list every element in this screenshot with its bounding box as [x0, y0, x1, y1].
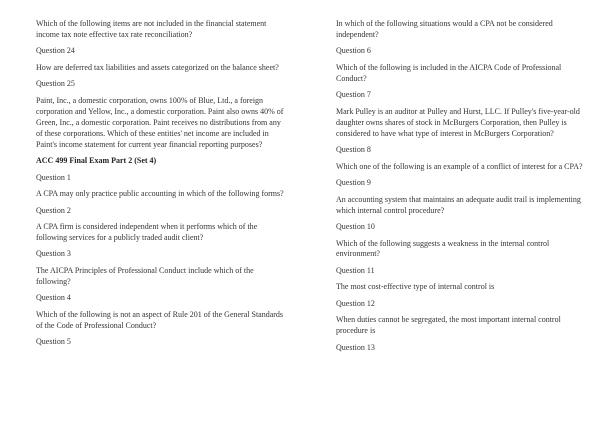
question-number: Question 4	[36, 293, 71, 303]
question-text: Paint, Inc., a domestic corporation, owns 100% of Blue, Ltd., a foreign corporation and Yellow, Inc., a domestic corporation. Paint also owns 40% of Green, Inc., a domestic corporation. Paint receives no distributions from any of these corporations. Which of these entities' net income are included in Paint's income statement for current year financial reporting purposes?	[36, 95, 284, 149]
question-text: Which one of the following is an example of a conflict of interest for a CPA?	[336, 161, 583, 171]
question-text: An accounting system that maintains an adequate audit trail is implementing which internal control procedure?	[336, 194, 581, 215]
question-text: A CPA may only practice public accounting in which of the following forms?	[36, 189, 284, 199]
question-number: Question 5	[36, 337, 71, 347]
question-text: Which of the following suggests a weakness in the internal control environment?	[336, 238, 550, 259]
question-number: Question 24	[36, 46, 75, 56]
question-text: When duties cannot be segregated, the most important internal control procedure is	[336, 315, 561, 336]
question-text: Which of the following is not an aspect of Rule 201 of the General Standards of the Code of Professional Conduct?	[36, 309, 284, 330]
question-number: Question 7	[336, 90, 371, 100]
question-text: The AICPA Principles of Professional Conduct include which of the following?	[36, 265, 254, 286]
question-number: Question 11	[336, 265, 375, 275]
question-text: Which of the following items are not included in the financial statement income tax note effective tax rate reconciliation?	[36, 19, 267, 39]
question-number: Question 1	[36, 172, 71, 182]
question-text: The most cost-effective type of internal control is	[336, 282, 495, 292]
question-number: Question 13	[336, 342, 375, 352]
question-number: Question 8	[336, 145, 371, 155]
left-column	[36, 19, 284, 354]
question-text: Which of the following is included in the AICPA Code of Professional Conduct?	[336, 62, 562, 83]
question-text: A CPA firm is considered independent when it performs which of the following services for a publicly traded audit client?	[36, 222, 258, 242]
question-number: Question 2	[36, 205, 71, 215]
right-column	[336, 19, 584, 359]
question-text: Mark Pulley is an auditor at Pulley and Hurst, LLC. If Pulley's five-year-old daughter owns shares of stock in McBurgers Corporation, then Pulley is considered to have what type of interest in McBurgers Corporation?	[336, 106, 580, 138]
question-number: Question 25	[36, 79, 75, 89]
question-number: Question 9	[336, 178, 371, 188]
question-number: Question 10	[336, 222, 375, 232]
question-number: Question 6	[336, 46, 371, 56]
section-heading: ACC 499 Final Exam Part 2 (Set 4)	[36, 156, 157, 166]
question-text: How are deferred tax liabilities and assets categorized on the balance sheet?	[36, 62, 279, 72]
question-number: Question 3	[36, 249, 71, 259]
question-text: In which of the following situations would a CPA not be considered independent?	[336, 19, 553, 39]
question-number: Question 12	[336, 298, 375, 308]
